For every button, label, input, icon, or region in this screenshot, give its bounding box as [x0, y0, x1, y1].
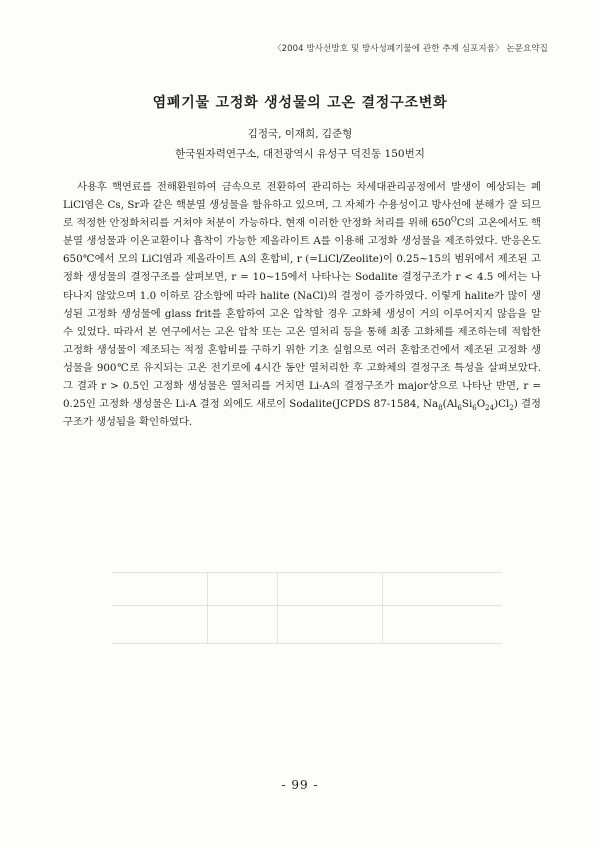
formula-text: O	[476, 398, 486, 411]
formula-text: Si	[461, 398, 473, 411]
abstract-text-3: ) 결정구조가 생성됨을 확인하였다.	[63, 398, 541, 429]
formula-text: )Cl	[494, 398, 510, 411]
abstract-text-1: 사용후 핵연료를 전해환원하여 금속으로 전환하여 관리하는 차세대관리공정에서 발생이 예상되는 폐 LiCl염은 Cs, Sr과 같은 핵분열 생성물을 함유하고 있으며, 그 자체가 수용성이고 방사선에 분해가 잘 되므로 적정한 안정화처리를 거쳐야 처분이 가능하다. 현재 이러한 안정화 처리를 위해 650	[63, 181, 541, 230]
abstract-text-2: C의 고온에서도 핵분열 생성물과 이온교환이나 흡착이 가능한 제올라이트 A를 이용해 고정화 생성물을 제조하였다. 반응온도 650℃에서 모의 LiCl염과 제올라이트 A의 혼합비, r (=LiCl/Zeolite)이 0.25~15의 범위에서 제조된 고정화 생성물의 결정구조를 살펴보면, r = 10~15에서 나타나는 Sodalite 결정구조가 r < 4.5 에서는 나타나지 않았으며 1.0 이하로 감소함에 따라 halite (NaCl)의 결정이 증가하였다. 이렇게 halite가 많이 생성된 고정화 생성물에 glass frit를 혼합하여 고온 압착할 경우 고화체 생성이 거의 이루어지지 않음을 알 수 있었다. 따라서 본 연구에서는 고온 압착 또는 고온 열처리 등을 통해 최종 고화체를 제조하는데 적합한 고정화 생성물이 제조되는 적정 혼합비를 구하기 위한 기초 실험으로 여러 혼합조건에서 제조된 고정화 생성물을 900℃로 유지되는 고온 전기로에 4시간 동안 열처리한 후 고화체의 결정구조 특성을 살펴보았다. 그 결과 r > 0.5인 고정화 생성물은 열처리를 거치면 Li-A의 결정구조가 major상으로 나타난 반면, r = 0.25인 고정화 생성물은 Li-A 결정 외에도 새로이 Sodalite(JCPDS 87-1584, Na	[63, 217, 541, 411]
show-through-table	[112, 572, 502, 644]
formula-subscript: 6	[472, 404, 477, 413]
formula-text: (Al	[442, 398, 458, 411]
formula-subscript: 8	[438, 404, 443, 413]
degree-superscript: O	[451, 215, 457, 224]
running-header: 〈2004 방사선방호 및 방사성폐기물에 관한 추계 심포지움〉 논문요약집	[273, 44, 548, 54]
paper-affiliation: 한국원자력연구소, 대전광역시 유성구 덕진동 150번지	[175, 148, 425, 160]
formula-subscript: 6	[457, 404, 462, 413]
abstract-paragraph	[63, 178, 541, 431]
paper-authors: 김정국, 이재희, 김준형	[247, 128, 353, 140]
page-number: - 99 -	[281, 778, 319, 792]
formula-subscript: 2	[509, 404, 514, 413]
formula-subscript: 24	[485, 404, 495, 413]
paper-title: 염폐기물 고정화 생성물의 고온 결정구조변화	[152, 95, 448, 111]
